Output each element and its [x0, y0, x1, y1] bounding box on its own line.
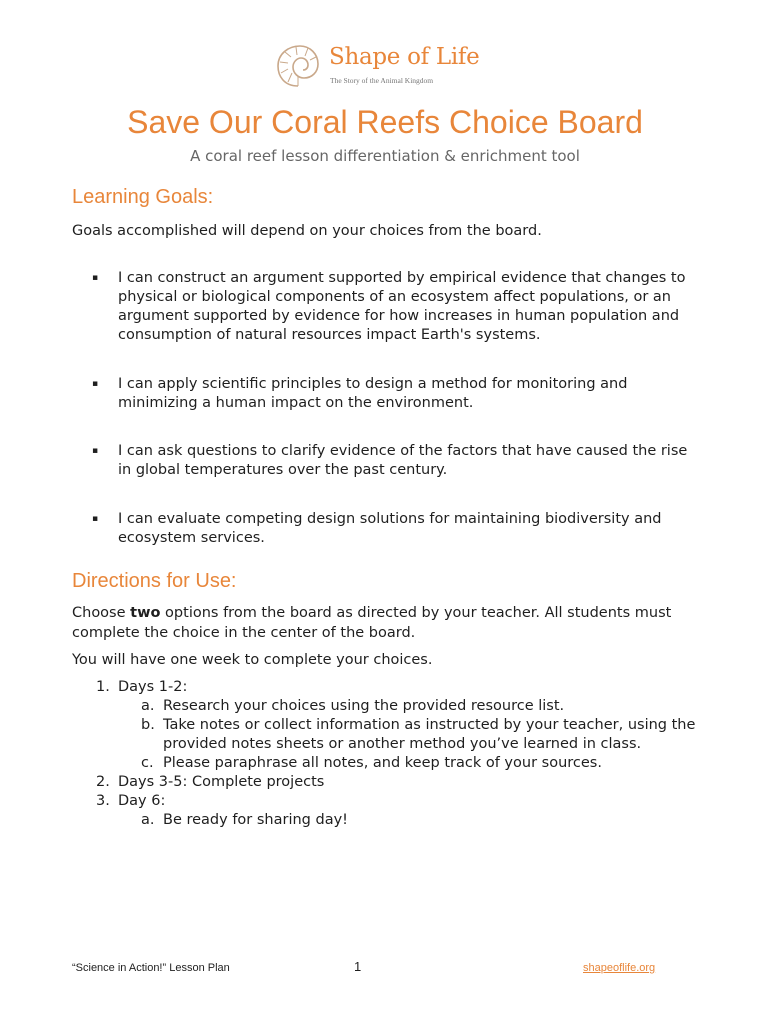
page-title: Save Our Coral Reefs Choice Board [127, 104, 643, 140]
goal-item [92, 375, 692, 413]
goal-text: I can apply scientific principles to design a method for monitoring and minimizing a human impact on the environment. [118, 376, 628, 411]
step-text: Day 6: [118, 793, 166, 809]
directions-text: options from the board as directed by your teacher. All students must complete the choice in the center of the board. [72, 605, 672, 641]
step-number: c. [141, 755, 154, 771]
bullet-icon: ▪ [92, 446, 99, 456]
learning-goals-heading: Learning Goals: [72, 186, 214, 208]
step-text: Please paraphrase all notes, and keep track of your sources. [163, 755, 602, 771]
nautilus-shell-icon [274, 42, 322, 90]
step-item [141, 697, 701, 716]
step-text: Be ready for sharing day! [163, 812, 348, 828]
step-number: 1. [96, 679, 110, 695]
step-text: Days 1-2: [118, 679, 188, 695]
step-item [96, 678, 696, 697]
goal-item [92, 510, 692, 548]
step-number: 2. [96, 774, 110, 790]
step-text: Take notes or collect information as instructed by your teacher, using the provided notes sheets or another method you’ve learned in class. [163, 717, 696, 752]
step-number: 3. [96, 793, 110, 809]
step-text: Days 3-5: Complete projects [118, 774, 325, 790]
page-number: 1 [354, 959, 362, 974]
goal-item [92, 269, 692, 345]
directions-heading: Directions for Use: [72, 570, 237, 592]
bullet-icon: ▪ [92, 514, 99, 524]
step-number: b. [141, 717, 155, 733]
directions-bold: two [130, 605, 161, 621]
logo-tagline: The Story of the Animal Kingdom [330, 76, 434, 85]
logo [274, 42, 504, 92]
bullet-icon: ▪ [92, 273, 99, 283]
step-item [96, 773, 696, 792]
footer-link[interactable]: shapeoflife.org [583, 962, 656, 974]
step-number: a. [141, 812, 155, 828]
step-number: a. [141, 698, 155, 714]
goal-text: I can evaluate competing design solutions for maintaining biodiversity and ecosystem services. [118, 511, 662, 546]
step-item [141, 716, 701, 754]
footer-label: “Science in Action!” Lesson Plan [72, 962, 230, 974]
step-text: Research your choices using the provided resource list. [163, 698, 565, 714]
step-item [141, 754, 701, 773]
goal-text: I can construct an argument supported by empirical evidence that changes to physical or biological components of an ecosystem affect populations, or an argument supported by evidence for how increases in human population and consumption of natural resources impact Earth's systems. [118, 270, 686, 343]
step-item [141, 811, 701, 830]
logo-name: Shape of Life [329, 44, 480, 70]
directions-text: Choose [72, 605, 131, 621]
goal-text: I can ask questions to clarify evidence of the factors that have caused the rise in global temperatures over the past century. [118, 443, 688, 478]
page-subtitle: A coral reef lesson differentiation & enrichment tool [190, 147, 580, 165]
bullet-icon: ▪ [92, 379, 99, 389]
step-item [96, 792, 696, 811]
directions-paragraph [72, 603, 702, 643]
learning-goals-intro: Goals accomplished will depend on your choices from the board. [72, 223, 542, 239]
goal-item [92, 442, 692, 480]
directions-timeline: You will have one week to complete your choices. [72, 652, 433, 668]
